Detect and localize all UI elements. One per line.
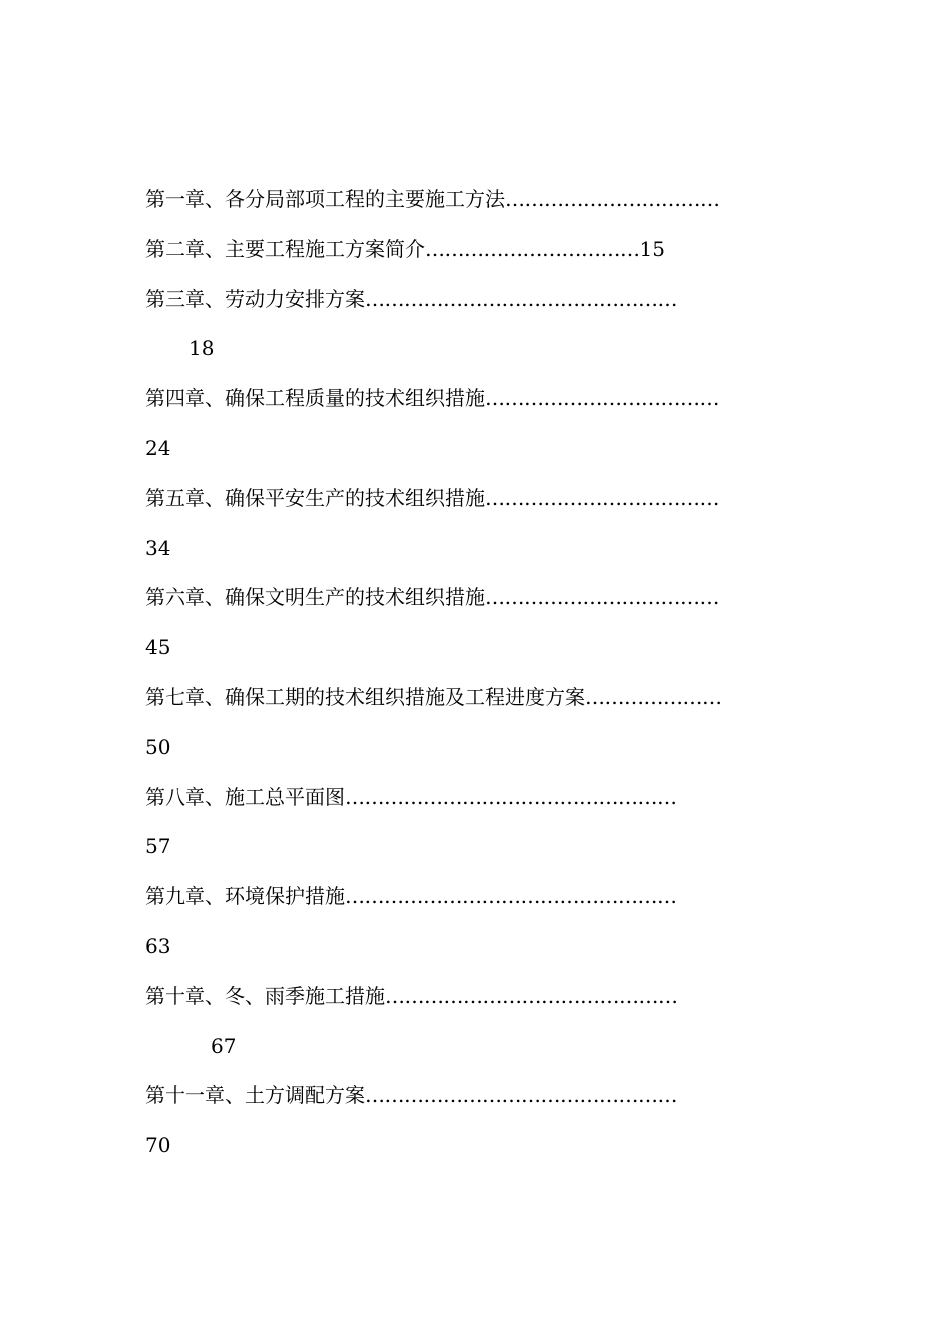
toc-page-number: 70 xyxy=(145,1133,171,1158)
toc-leader-dots: ……………………………… xyxy=(485,386,719,411)
toc-page-number: 34 xyxy=(145,535,171,560)
toc-entry-title: 第七章、确保工期的技术组织措施及工程进度方案 xyxy=(145,684,585,709)
toc-page-number: 18 xyxy=(189,336,215,361)
toc-page-number: 45 xyxy=(145,635,171,660)
toc-page-line xyxy=(145,822,825,872)
toc-page-line xyxy=(145,1022,825,1072)
toc-page-number: 67 xyxy=(211,1033,237,1058)
toc-entry-title: 第五章、确保平安生产的技术组织措施 xyxy=(145,485,485,510)
toc-entry-chapter-8 xyxy=(145,773,825,823)
toc-page-number: 24 xyxy=(145,435,171,460)
toc-entry-title: 第八章、施工总平面图 xyxy=(145,784,345,809)
toc-leader-dots: …………………………………………… xyxy=(345,884,677,909)
toc-entry-chapter-1 xyxy=(145,175,825,225)
toc-entry-chapter-3 xyxy=(145,275,825,325)
toc-entry-title: 第一章、各分局部项工程的主要施工方法 xyxy=(145,187,505,211)
toc-leader-dots: ……………………………… xyxy=(485,585,719,610)
toc-entry-title: 第三章、劳动力安排方案 xyxy=(145,286,365,311)
toc-entry-title: 第十一章、土方调配方案 xyxy=(145,1083,365,1108)
toc-page-line xyxy=(145,723,825,773)
toc-page-line xyxy=(145,324,825,374)
toc-leader-dots: ……………………………… xyxy=(485,485,719,510)
toc-leader-dots: …………………………………………… xyxy=(345,784,677,809)
toc-entry-chapter-11 xyxy=(145,1071,825,1121)
toc-entry-title: 第六章、确保文明生产的技术组织措施 xyxy=(145,585,485,610)
toc-leader-dots: ……………………………………… xyxy=(385,983,678,1008)
toc-page-line xyxy=(145,424,825,474)
toc-page-number: 50 xyxy=(145,734,171,759)
toc-entry-chapter-6 xyxy=(145,573,825,623)
toc-page-line xyxy=(145,922,825,972)
toc-entry-title: 第十章、冬、雨季施工措施 xyxy=(145,983,385,1008)
toc-leader-dots: ………………………………………… xyxy=(365,1083,677,1108)
table-of-contents xyxy=(145,175,825,1171)
toc-leader-dots: …………………………… xyxy=(425,236,640,261)
toc-entry-chapter-2 xyxy=(145,225,825,275)
toc-entry-chapter-5 xyxy=(145,474,825,524)
toc-entry-title: 第九章、环境保护措施 xyxy=(145,884,345,909)
toc-entry-chapter-9 xyxy=(145,872,825,922)
toc-page-line xyxy=(145,524,825,574)
toc-page-number: 15 xyxy=(639,236,665,261)
toc-entry-title: 第四章、确保工程质量的技术组织措施 xyxy=(145,386,485,411)
toc-leader-dots: ………………………………………… xyxy=(365,286,677,311)
toc-leader-dots: …………………………… xyxy=(505,187,720,211)
toc-entry-chapter-4 xyxy=(145,374,825,424)
toc-leader-dots: ………………… xyxy=(585,684,722,709)
toc-entry-title: 第二章、主要工程施工方案简介 xyxy=(145,236,425,261)
toc-entry-chapter-10 xyxy=(145,972,825,1022)
toc-page-line xyxy=(145,623,825,673)
toc-entry-chapter-7 xyxy=(145,673,825,723)
toc-page-number: 57 xyxy=(145,834,171,859)
toc-page-line xyxy=(145,1121,825,1171)
toc-page-number: 63 xyxy=(145,933,171,958)
